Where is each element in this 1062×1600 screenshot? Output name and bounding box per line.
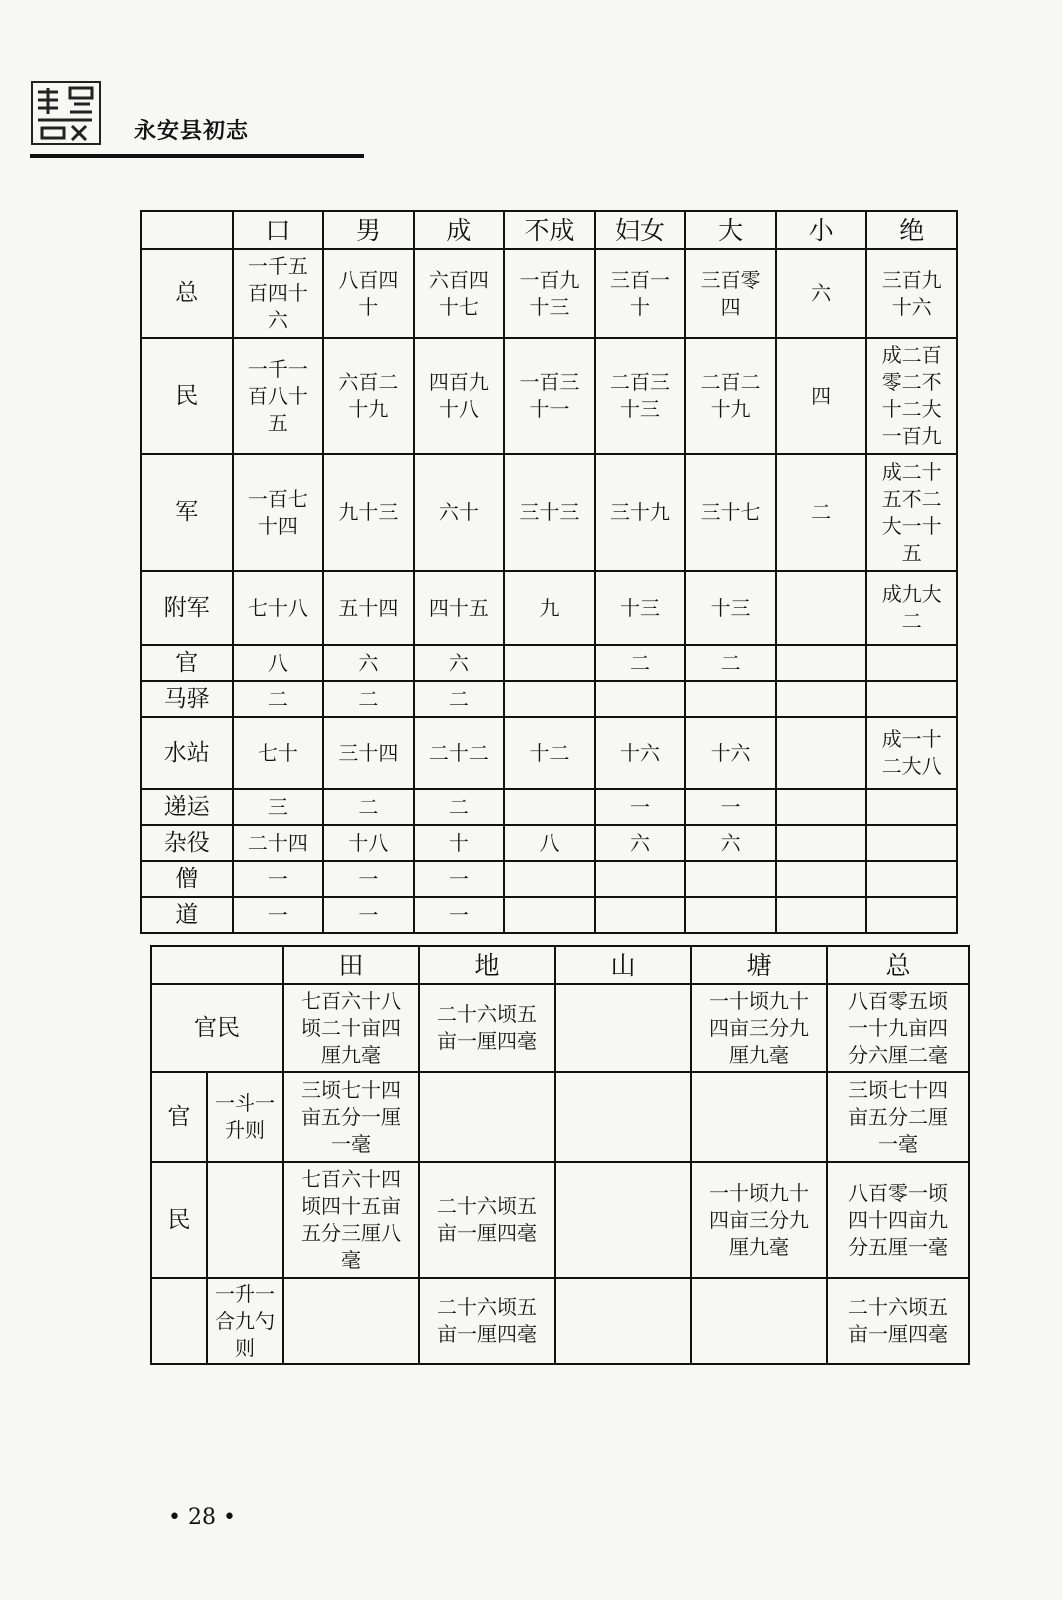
table-cell — [776, 717, 867, 789]
table-cell — [866, 645, 957, 681]
table-cell: 二 — [685, 645, 776, 681]
table-cell — [866, 681, 957, 717]
population-header-cell: 口 — [233, 211, 324, 249]
table-cell: 十三 — [595, 571, 686, 645]
table-cell — [776, 897, 867, 933]
table-cell: 二 — [414, 789, 505, 825]
table-cell: 三十九 — [595, 454, 686, 571]
table-cell — [504, 789, 595, 825]
population-header-cell: 成 — [414, 211, 505, 249]
table-cell — [504, 861, 595, 897]
population-table — [140, 210, 958, 934]
table-cell — [866, 897, 957, 933]
row-label: 道 — [141, 897, 233, 933]
table-cell — [504, 645, 595, 681]
row-sublabel: 一斗一升则 — [207, 1072, 283, 1162]
table-cell — [776, 645, 867, 681]
table-cell: 三百一十 — [595, 249, 686, 338]
land-header-cell: 总 — [827, 946, 969, 984]
table-cell: 七百六十八顷二十亩四厘九毫 — [283, 984, 419, 1072]
row-label: 附军 — [141, 571, 233, 645]
population-row — [141, 717, 957, 789]
table-cell: 三顷七十四亩五分二厘一毫 — [827, 1072, 969, 1162]
table-cell: 二 — [776, 454, 867, 571]
row-label: 递运 — [141, 789, 233, 825]
header-rule — [30, 154, 364, 158]
row-label: 僧 — [141, 861, 233, 897]
population-row — [141, 645, 957, 681]
table-cell — [555, 984, 691, 1072]
table-cell: 四百九十八 — [414, 338, 505, 454]
population-row — [141, 825, 957, 861]
table-cell: 一 — [233, 897, 324, 933]
table-cell — [595, 897, 686, 933]
table-cell: 三百九十六 — [866, 249, 957, 338]
population-row — [141, 454, 957, 571]
table-cell: 成二百零二不十二大一百九 — [866, 338, 957, 454]
table-cell: 六 — [414, 645, 505, 681]
row-label: 民 — [151, 1162, 207, 1278]
table-cell: 一 — [323, 861, 414, 897]
table-cell — [595, 861, 686, 897]
table-cell — [776, 825, 867, 861]
table-cell: 六 — [776, 249, 867, 338]
table-cell: 六十 — [414, 454, 505, 571]
table-cell — [776, 681, 867, 717]
table-cell: 十六 — [595, 717, 686, 789]
table-cell: 三十四 — [323, 717, 414, 789]
population-header-cell: 不成 — [504, 211, 595, 249]
table-cell — [685, 861, 776, 897]
table-cell: 三顷七十四亩五分一厘一毫 — [283, 1072, 419, 1162]
table-cell: 九十三 — [323, 454, 414, 571]
row-label: 官 — [141, 645, 233, 681]
land-row — [151, 1278, 969, 1364]
book-title: 永安县初志 — [134, 119, 250, 144]
table-cell: 十 — [414, 825, 505, 861]
table-cell: 五十四 — [323, 571, 414, 645]
table-cell — [776, 789, 867, 825]
table-cell: 六 — [595, 825, 686, 861]
table-cell — [555, 1278, 691, 1364]
table-cell: 二 — [323, 789, 414, 825]
table-cell: 三百零四 — [685, 249, 776, 338]
table-cell: 八 — [233, 645, 324, 681]
page-number: • 28 • — [168, 1505, 236, 1530]
table-cell: 二十六顷五亩一厘四毫 — [827, 1278, 969, 1364]
table-cell: 八 — [504, 825, 595, 861]
table-cell: 二百二十九 — [685, 338, 776, 454]
land-row — [151, 1072, 969, 1162]
table-cell — [691, 1278, 827, 1364]
table-cell — [866, 861, 957, 897]
table-cell: 二 — [595, 645, 686, 681]
table-cell — [419, 1072, 555, 1162]
table-cell — [504, 897, 595, 933]
table-cell: 一十顷九十四亩三分九厘九毫 — [691, 1162, 827, 1278]
population-row — [141, 681, 957, 717]
table-cell — [691, 1072, 827, 1162]
table-cell — [555, 1162, 691, 1278]
table-cell: 一百七十四 — [233, 454, 324, 571]
table-cell: 二十四 — [233, 825, 324, 861]
population-header-cell: 绝 — [866, 211, 957, 249]
table-cell: 一 — [323, 897, 414, 933]
table-cell: 二十二 — [414, 717, 505, 789]
table-cell: 七百六十四顷四十五亩五分三厘八毫 — [283, 1162, 419, 1278]
table-cell — [685, 681, 776, 717]
table-cell — [776, 861, 867, 897]
population-header-cell: 小 — [776, 211, 867, 249]
table-cell: 一 — [414, 861, 505, 897]
row-label: 官民 — [151, 984, 283, 1072]
table-cell: 二 — [323, 681, 414, 717]
table-cell: 一千五百四十六 — [233, 249, 324, 338]
table-cell: 九 — [504, 571, 595, 645]
table-cell: 七十 — [233, 717, 324, 789]
table-cell: 三十七 — [685, 454, 776, 571]
table-cell: 一 — [595, 789, 686, 825]
land-table — [150, 945, 970, 1365]
land-header-cell: 地 — [419, 946, 555, 984]
population-header-cell: 男 — [323, 211, 414, 249]
table-cell: 一百三十一 — [504, 338, 595, 454]
seal-logo — [30, 78, 102, 148]
table-cell: 六百二十九 — [323, 338, 414, 454]
row-label: 总 — [141, 249, 233, 338]
table-cell — [866, 789, 957, 825]
table-cell: 一 — [685, 789, 776, 825]
table-cell: 四 — [776, 338, 867, 454]
land-header-cell: 塘 — [691, 946, 827, 984]
table-cell: 成二十五不二大一十五 — [866, 454, 957, 571]
population-header-row — [141, 211, 957, 249]
row-label: 军 — [141, 454, 233, 571]
table-cell: 十二 — [504, 717, 595, 789]
table-cell — [504, 681, 595, 717]
population-header-cell: 妇女 — [595, 211, 686, 249]
population-row — [141, 789, 957, 825]
table-cell: 二 — [233, 681, 324, 717]
population-row — [141, 897, 957, 933]
table-cell: 八百四十 — [323, 249, 414, 338]
table-cell: 三十三 — [504, 454, 595, 571]
table-cell: 六百四十七 — [414, 249, 505, 338]
land-row — [151, 1162, 969, 1278]
row-label: 官 — [151, 1072, 207, 1162]
table-cell: 四十五 — [414, 571, 505, 645]
population-row — [141, 861, 957, 897]
row-label: 马驿 — [141, 681, 233, 717]
table-cell: 二十六顷五亩一厘四毫 — [419, 1278, 555, 1364]
table-cell: 一 — [233, 861, 324, 897]
table-cell: 二十六顷五亩一厘四毫 — [419, 984, 555, 1072]
table-cell: 二 — [414, 681, 505, 717]
table-cell: 三 — [233, 789, 324, 825]
table-cell — [685, 897, 776, 933]
table-cell: 六 — [685, 825, 776, 861]
table-cell: 十三 — [685, 571, 776, 645]
table-cell: 一 — [414, 897, 505, 933]
table-cell: 一十顷九十四亩三分九厘九毫 — [691, 984, 827, 1072]
table-cell: 七十八 — [233, 571, 324, 645]
table-cell — [866, 825, 957, 861]
land-header-cell: 田 — [283, 946, 419, 984]
row-sublabel: 一升一合九勺则 — [207, 1278, 283, 1364]
table-cell: 成一十二大八 — [866, 717, 957, 789]
land-header-cell: 山 — [555, 946, 691, 984]
population-header-cell: 大 — [685, 211, 776, 249]
table-cell — [776, 571, 867, 645]
land-row — [151, 984, 969, 1072]
table-cell: 十六 — [685, 717, 776, 789]
row-label: 民 — [141, 338, 233, 454]
row-label — [151, 1278, 207, 1364]
table-cell — [595, 681, 686, 717]
population-row — [141, 571, 957, 645]
table-cell — [283, 1278, 419, 1364]
row-label: 杂役 — [141, 825, 233, 861]
table-cell: 一百九十三 — [504, 249, 595, 338]
population-row — [141, 338, 957, 454]
table-cell: 二百三十三 — [595, 338, 686, 454]
table-cell: 成九大二 — [866, 571, 957, 645]
population-header-cell — [141, 211, 233, 249]
table-cell: 八百零五顷一十九亩四分六厘二毫 — [827, 984, 969, 1072]
population-row — [141, 249, 957, 338]
table-cell: 二十六顷五亩一厘四毫 — [419, 1162, 555, 1278]
land-header-row — [151, 946, 969, 984]
row-sublabel — [207, 1162, 283, 1278]
table-cell: 八百零一顷四十四亩九分五厘一毫 — [827, 1162, 969, 1278]
table-cell: 六 — [323, 645, 414, 681]
land-header-cell — [151, 946, 283, 984]
table-cell: 一千一百八十五 — [233, 338, 324, 454]
row-label: 水站 — [141, 717, 233, 789]
table-cell: 十八 — [323, 825, 414, 861]
table-cell — [555, 1072, 691, 1162]
